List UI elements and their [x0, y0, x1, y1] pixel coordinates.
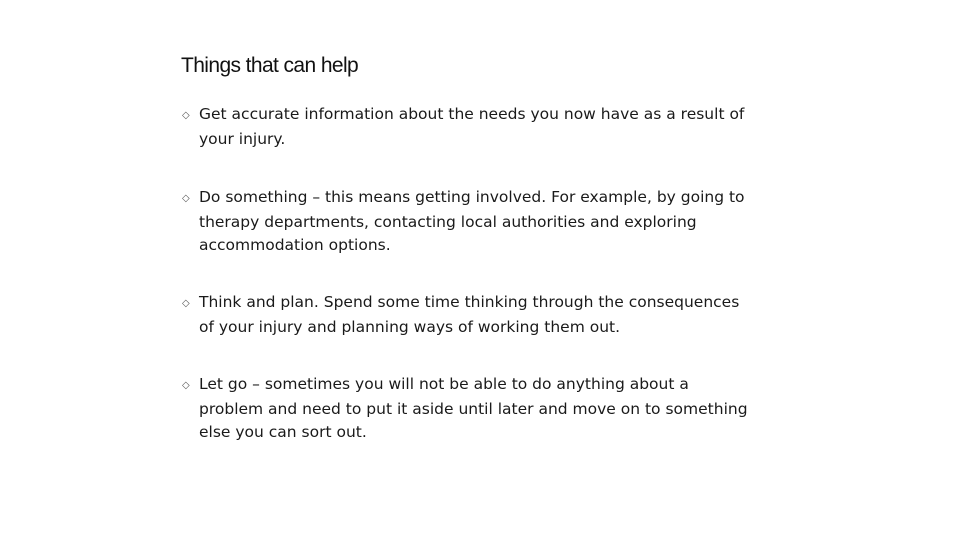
bullet-item [182, 103, 782, 151]
bullet-text: Get accurate information about the needs you now have as a result of [199, 105, 745, 123]
bullet-item [182, 373, 782, 445]
bullet-item [182, 291, 782, 339]
bullet-item [182, 186, 782, 258]
bullet-text: Think and plan. Spend some time thinking through the consequences [199, 293, 740, 311]
bullet-text: Do something – this means getting involved. For example, by going to [199, 188, 745, 206]
bullet-text: else you can sort out. [199, 423, 367, 441]
slide-title: Things that can help [181, 54, 359, 77]
bullet-text: problem and need to put it aside until later and move on to something [199, 399, 748, 418]
bullet-text: therapy departments, contacting local authorities and exploring [199, 212, 697, 231]
hollow-diamond-bullet-icon: ◇ [182, 380, 190, 391]
hollow-diamond-bullet-icon: ◇ [182, 298, 190, 309]
hollow-diamond-bullet-icon: ◇ [182, 110, 190, 121]
bullet-text: accommodation options. [199, 236, 391, 254]
hollow-diamond-bullet-icon: ◇ [182, 193, 190, 204]
bullet-text: Let go – sometimes you will not be able to do anything about a [199, 375, 689, 393]
bullet-text: your injury. [199, 129, 286, 148]
bullet-text: of your injury and planning ways of working them out. [199, 317, 621, 336]
